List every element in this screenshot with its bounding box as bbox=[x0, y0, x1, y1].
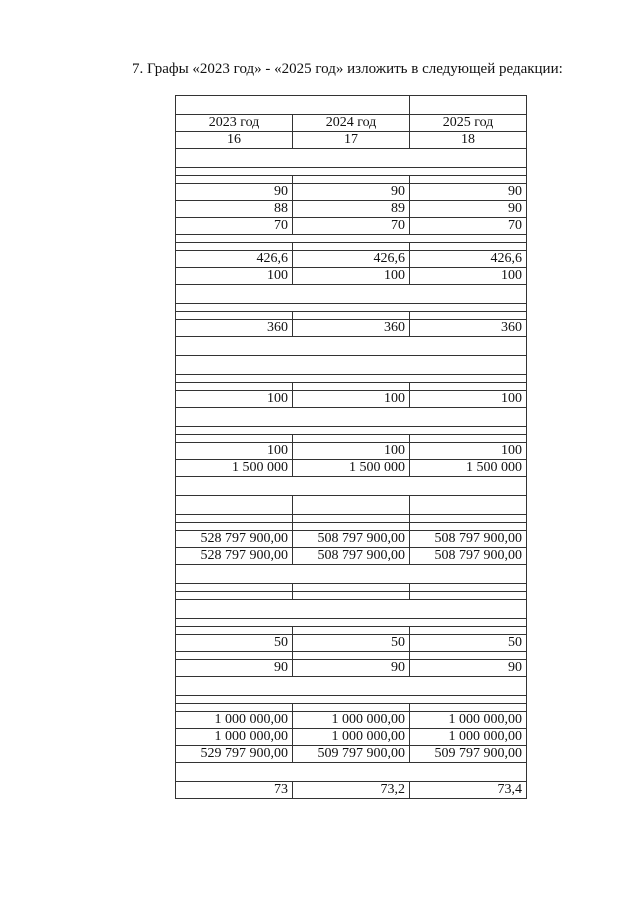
heading: 7. Графы «2023 год» - «2025 год» изложить в следующей редакции: bbox=[132, 61, 563, 77]
table-row bbox=[176, 251, 527, 268]
table-cell: 73,4 bbox=[410, 782, 527, 799]
table-row bbox=[176, 746, 527, 763]
table-cell: 100 bbox=[293, 268, 410, 285]
table-cell: 360 bbox=[410, 320, 527, 337]
table-row bbox=[176, 548, 527, 565]
table-cell: 100 bbox=[176, 443, 293, 460]
table-cell: 100 bbox=[176, 391, 293, 408]
header-row bbox=[176, 115, 527, 132]
column-header: 2024 год bbox=[293, 115, 410, 132]
table-cell: 426,6 bbox=[410, 251, 527, 268]
table-cell: 90 bbox=[410, 660, 527, 677]
table-cell: 1 000 000,00 bbox=[176, 729, 293, 746]
table-row bbox=[176, 391, 527, 408]
table-cell: 100 bbox=[176, 268, 293, 285]
table-cell: 360 bbox=[176, 320, 293, 337]
table-cell: 90 bbox=[410, 184, 527, 201]
table-cell: 1 500 000 bbox=[410, 460, 527, 477]
table-cell: 70 bbox=[176, 218, 293, 235]
column-header: 2025 год bbox=[410, 115, 527, 132]
table-cell: 1 000 000,00 bbox=[410, 729, 527, 746]
table-row bbox=[176, 782, 527, 799]
table-row bbox=[176, 443, 527, 460]
table-cell: 100 bbox=[410, 268, 527, 285]
table-cell: 1 500 000 bbox=[293, 460, 410, 477]
table-cell: 70 bbox=[293, 218, 410, 235]
table-cell: 90 bbox=[176, 184, 293, 201]
table-cell: 509 797 900,00 bbox=[293, 746, 410, 763]
table-cell: 100 bbox=[293, 443, 410, 460]
column-header: 2023 год bbox=[176, 115, 293, 132]
table-cell: 100 bbox=[293, 391, 410, 408]
table-cell: 73,2 bbox=[293, 782, 410, 799]
table-row bbox=[176, 320, 527, 337]
table-cell: 508 797 900,00 bbox=[293, 548, 410, 565]
table-cell: 90 bbox=[410, 201, 527, 218]
table-cell: 1 000 000,00 bbox=[293, 712, 410, 729]
table-row bbox=[176, 201, 527, 218]
column-number: 18 bbox=[410, 132, 527, 149]
table-row bbox=[176, 184, 527, 201]
table-cell: 528 797 900,00 bbox=[176, 531, 293, 548]
table-row bbox=[176, 218, 527, 235]
column-number: 17 bbox=[293, 132, 410, 149]
table-cell: 529 797 900,00 bbox=[176, 746, 293, 763]
table-cell: 426,6 bbox=[176, 251, 293, 268]
table-cell: 1 000 000,00 bbox=[293, 729, 410, 746]
table-cell: 508 797 900,00 bbox=[410, 548, 527, 565]
table-cell: 73 bbox=[176, 782, 293, 799]
table-cell: 1 000 000,00 bbox=[176, 712, 293, 729]
column-number: 16 bbox=[176, 132, 293, 149]
table-row bbox=[176, 712, 527, 729]
table-cell: 508 797 900,00 bbox=[410, 531, 527, 548]
table-cell: 70 bbox=[410, 218, 527, 235]
table-cell: 528 797 900,00 bbox=[176, 548, 293, 565]
table-cell: 508 797 900,00 bbox=[293, 531, 410, 548]
table-cell: 50 bbox=[410, 635, 527, 652]
table-cell: 426,6 bbox=[293, 251, 410, 268]
table-cell: 100 bbox=[410, 391, 527, 408]
table-cell: 1 500 000 bbox=[176, 460, 293, 477]
table-row bbox=[176, 660, 527, 677]
table-cell: 509 797 900,00 bbox=[410, 746, 527, 763]
table-row bbox=[176, 635, 527, 652]
table-cell: 90 bbox=[293, 184, 410, 201]
table-cell: 90 bbox=[293, 660, 410, 677]
table-cell: 89 bbox=[293, 201, 410, 218]
table-row bbox=[176, 268, 527, 285]
table-cell: 90 bbox=[176, 660, 293, 677]
table-cell: 1 000 000,00 bbox=[410, 712, 527, 729]
table-cell: 100 bbox=[410, 443, 527, 460]
amendment-table bbox=[175, 95, 527, 799]
table-cell: 50 bbox=[176, 635, 293, 652]
table-cell: 50 bbox=[293, 635, 410, 652]
table-row bbox=[176, 460, 527, 477]
table-cell: 88 bbox=[176, 201, 293, 218]
table-row bbox=[176, 729, 527, 746]
table-cell: 360 bbox=[293, 320, 410, 337]
table-row bbox=[176, 531, 527, 548]
column-number-row bbox=[176, 132, 527, 149]
